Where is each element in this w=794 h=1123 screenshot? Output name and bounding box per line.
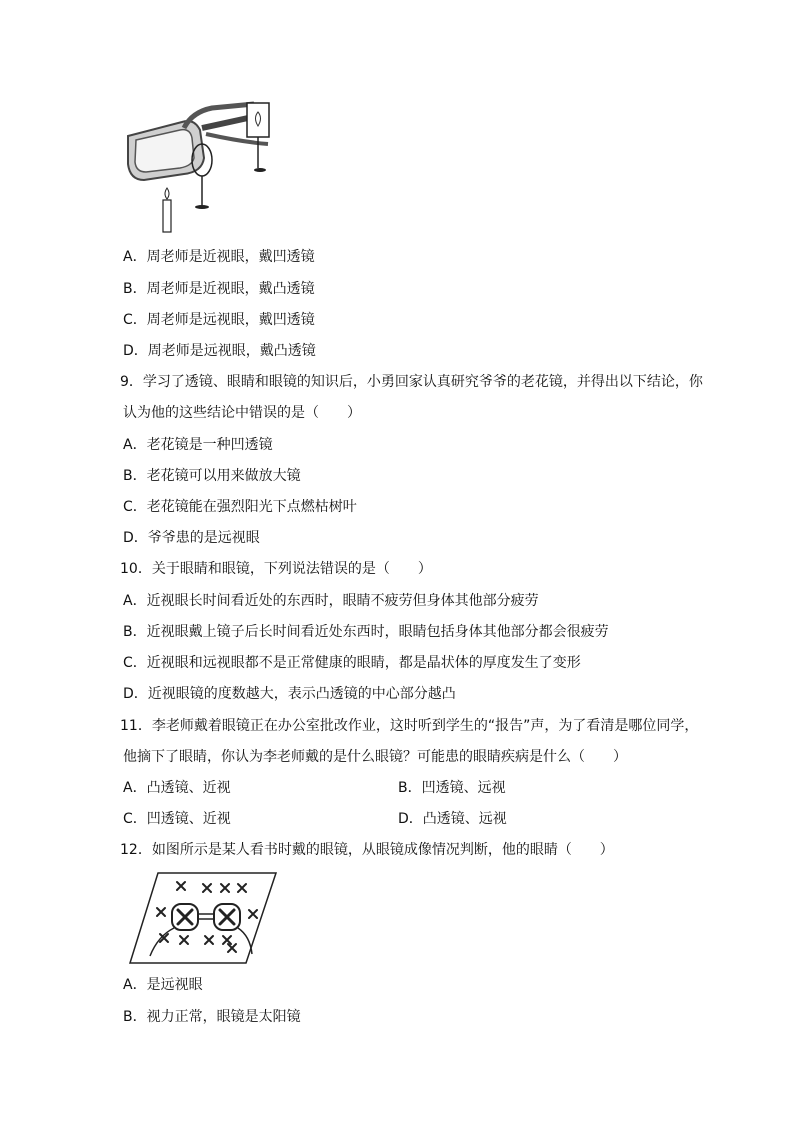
q9-stem-line1: 9．学习了透镜、眼睛和眼镜的知识后，小勇回家认真研究爷爷的老花镜，并得出以下结论，你 (120, 374, 703, 390)
q11-option-d: D．凸透镜、远视 (398, 811, 507, 827)
q8-option-a: A．周老师是近视眼，戴凹透镜 (123, 249, 315, 265)
q12-option-a: A．是远视眼 (123, 977, 203, 993)
q10-option-d: D．近视眼镜的度数越大，表示凸透镜的中心部分越凸 (123, 686, 456, 702)
q8-option-b: B．周老师是近视眼，戴凸透镜 (123, 281, 315, 297)
q10-option-b: B．近视眼戴上镜子后长时间看近处东西时，眼睛包括身体其他部分都会很疲劳 (123, 624, 609, 640)
q10-option-c: C．近视眼和远视眼都不是正常健康的眼睛，都是晶状体的厚度发生了变形 (123, 655, 581, 671)
q9-option-c: C．老花镜能在强烈阳光下点燃枯树叶 (123, 499, 357, 515)
q8-option-d: D．周老师是远视眼，戴凸透镜 (123, 343, 316, 359)
q9-stem-line2: 认为他的这些结论中错误的是（ ） (123, 405, 361, 421)
q11-option-b: B．凹透镜、远视 (398, 780, 506, 796)
glasses-on-book-figure (128, 870, 278, 966)
q9-option-d: D．爷爷患的是远视眼 (123, 530, 260, 546)
q9-option-a: A．老花镜是一种凹透镜 (123, 437, 273, 453)
glasses-candle-screen-figure (122, 98, 282, 236)
q10-option-a: A．近视眼长时间看近处的东西时，眼睛不疲劳但身体其他部分疲劳 (123, 593, 539, 609)
q10-stem: 10．关于眼睛和眼镜，下列说法错误的是（ ） (120, 561, 432, 577)
q11-stem-line2: 他摘下了眼睛，你认为李老师戴的是什么眼镜？可能患的眼睛疾病是什么（ ） (123, 749, 627, 765)
q12-option-b: B．视力正常，眼镜是太阳镜 (123, 1009, 301, 1025)
q11-option-a: A．凸透镜、近视 (123, 780, 231, 796)
q11-option-c: C．凹透镜、近视 (123, 811, 231, 827)
q12-stem: 12．如图所示是某人看书时戴的眼镜，从眼镜成像情况判断，他的眼睛（ ） (120, 842, 614, 858)
q8-option-c: C．周老师是远视眼，戴凹透镜 (123, 312, 315, 328)
q9-option-b: B．老花镜可以用来做放大镜 (123, 468, 301, 484)
q11-stem-line1: 11．李老师戴着眼镜正在办公室批改作业，这时听到学生的“报告”声，为了看清是哪位同学， (120, 718, 699, 734)
